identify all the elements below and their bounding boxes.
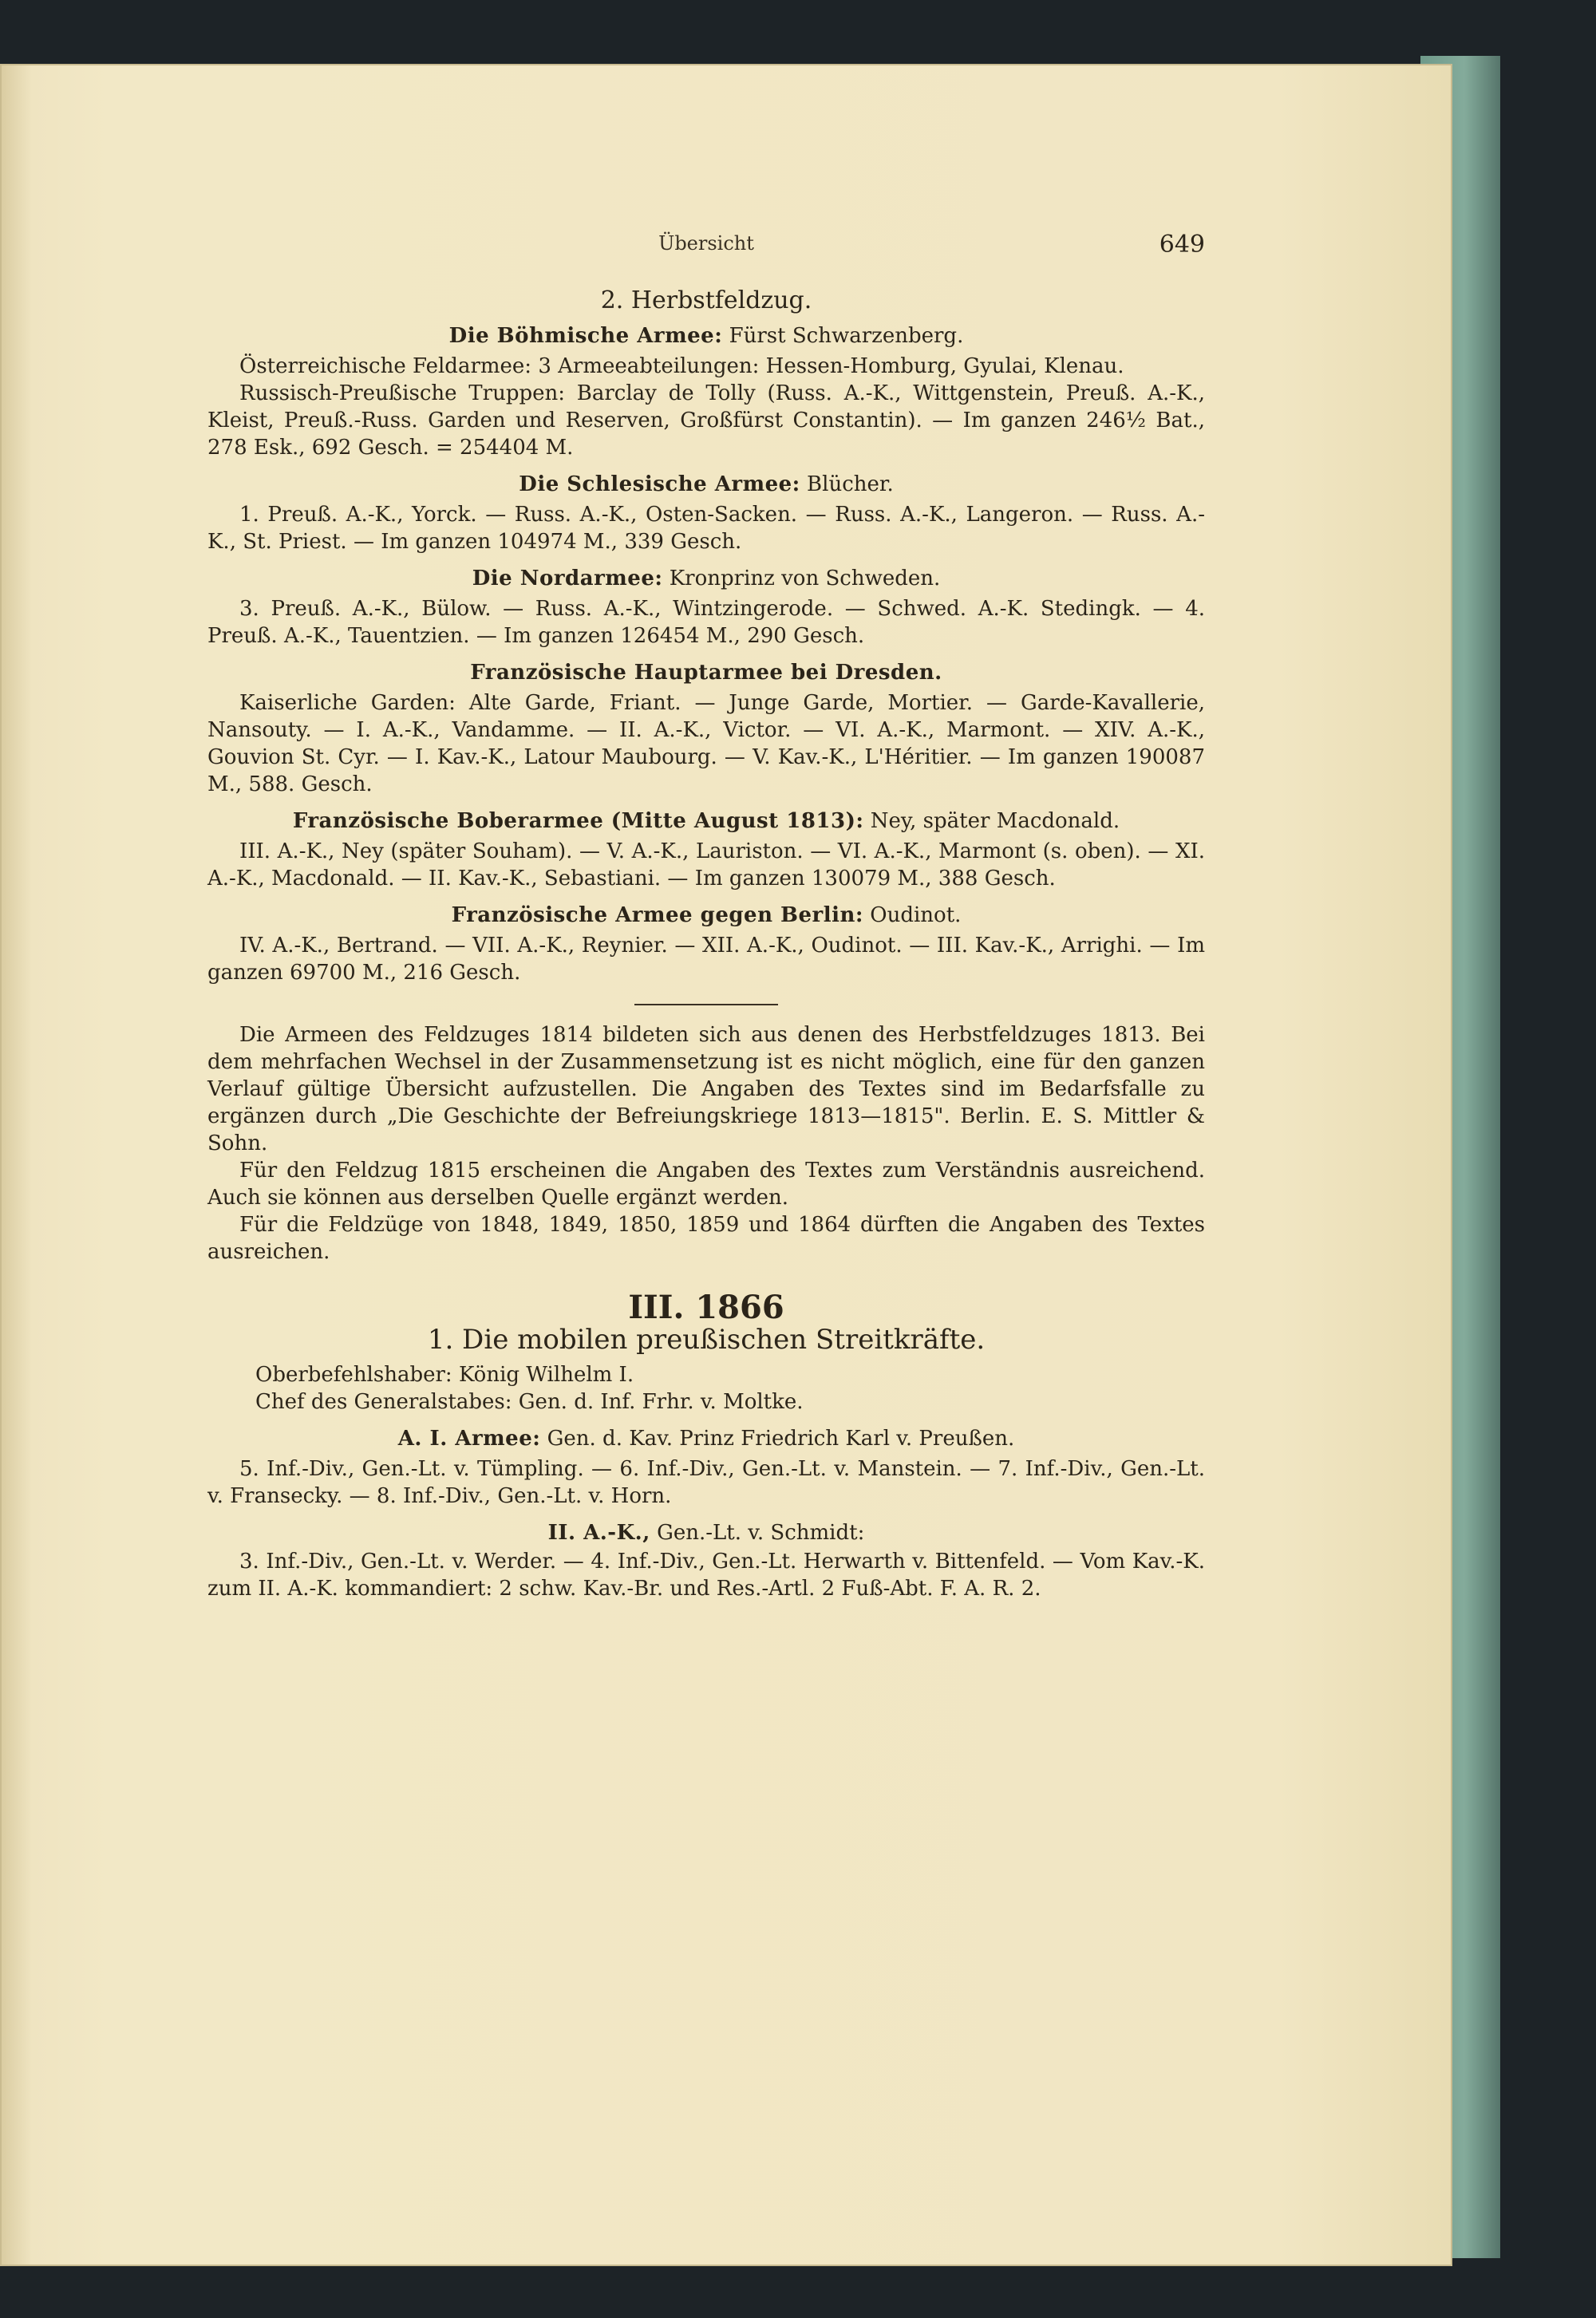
- army-leader: Ney, später Macdonald.: [870, 809, 1120, 833]
- army-paragraph: Kaiserliche Garden: Alte Garde, Friant. — Junge Garde, Mortier. — Garde-Kavallerie, Nansouty. — I. A.-K., Vandamme. — II. A.-K., Victor. — VI. A.-K., Marmont. — XIV. A.-K., Gouvion St. Cyr. — I. Kav.-K., Latour Maubourg. — V. Kav.-K., L'Héritier. — Im ganzen 190087 M., 588. Gesch.: [207, 691, 1205, 796]
- army-paragraph: Russisch-Preußische Truppen: Barclay de Tolly (Russ. A.-K., Wittgenstein, Preuß. A.-K., Kleist, Preuß.-Russ. Garden und Reserven, Großfürst Constantin). — Im ganzen 246½ Bat., 278 Esk., 692 Gesch. = 254404 M.: [207, 381, 1205, 460]
- army-paragraph: 3. Preuß. A.-K., Bülow. — Russ. A.-K., Wintzingerode. — Schwed. A.-K. Stedingk. — 4. Preuß. A.-K., Tauentzien. — Im ganzen 126454 M., 290 Gesch.: [207, 597, 1205, 648]
- note-paragraph: Für den Feldzug 1815 erscheinen die Angaben des Textes zum Verständnis ausreichend. Auch sie können aus derselben Quelle ergänzt werden.: [207, 1159, 1205, 1210]
- army-heading: [207, 1425, 1205, 1452]
- army-name: Die Nordarmee:: [472, 567, 663, 590]
- corps-name: II. A.-K.,: [547, 1521, 650, 1545]
- army-leader: Oudinot.: [870, 903, 962, 927]
- corps-heading: [207, 1519, 1205, 1546]
- note-paragraph: Für die Feldzüge von 1848, 1849, 1850, 1859 und 1864 dürften die Angaben des Textes ausreichen.: [207, 1213, 1205, 1264]
- commander-line: Oberbefehlshaber: König Wilhelm I.: [255, 1363, 634, 1387]
- army-leader: Fürst Schwarzenberg.: [729, 324, 964, 348]
- page-text: [207, 223, 1205, 1602]
- page-number: 649: [1159, 231, 1205, 259]
- army-paragraph: III. A.-K., Ney (später Souham). — V. A.-K., Lauriston. — VI. A.-K., Marmont (s. oben). — XI. A.-K., Macdonald. — II. Kav.-K., Sebastiani. — Im ganzen 130079 M., 388 Gesch.: [207, 839, 1205, 890]
- army-name: Französische Armee gegen Berlin:: [451, 903, 864, 927]
- running-head: [207, 223, 1205, 287]
- army-leader: Blücher.: [807, 472, 894, 496]
- corps-leader: Gen.-Lt. v. Schmidt:: [657, 1521, 865, 1545]
- army-leader: Gen. d. Kav. Prinz Friedrich Karl v. Preußen.: [547, 1427, 1015, 1451]
- army-heading: [207, 322, 1205, 349]
- army-paragraph: IV. A.-K., Bertrand. — VII. A.-K., Reynier. — XII. A.-K., Oudinot. — III. Kav.-K., Arrighi. — Im ganzen 69700 M., 216 Gesch.: [207, 934, 1205, 985]
- running-title: Übersicht: [658, 232, 754, 255]
- army-paragraph: Österreichische Feldarmee: 3 Armeeabteilungen: Hessen-Homburg, Gyulai, Klenau.: [239, 354, 1124, 378]
- note-paragraph: Die Armeen des Feldzuges 1814 bildeten sich aus denen des Herbstfeldzuges 1813. Bei dem mehrfachen Wechsel in der Zusammensetzung ist es nicht möglich, eine für den ganzen Verlauf gültige Übersicht aufzustellen. Die Angaben des Textes sind im Bedarfsfalle zu ergänzen durch „Die Geschichte der Befreiungskriege 1813—1815". Berlin. E. S. Mittler & Sohn.: [207, 1023, 1205, 1155]
- army-heading: [207, 659, 1205, 686]
- army-name: Französische Hauptarmee bei Dresden.: [470, 661, 942, 685]
- army-heading: [207, 808, 1205, 835]
- army-name: Französische Boberarmee (Mitte August 1813):: [292, 809, 864, 833]
- army-paragraph: 5. Inf.-Div., Gen.-Lt. v. Tümpling. — 6. Inf.-Div., Gen.-Lt. v. Manstein. — 7. Inf.-Div., Gen.-Lt. v. Fransecky. — 8. Inf.-Div., Gen.-Lt. v. Horn.: [207, 1457, 1205, 1508]
- army-name: Die Böhmische Armee:: [448, 324, 723, 348]
- army-heading: [207, 565, 1205, 592]
- army-leader: Kronprinz von Schweden.: [669, 567, 941, 590]
- army-heading: [207, 902, 1205, 929]
- army-name: A. I. Armee:: [397, 1427, 541, 1451]
- chief-of-staff-line: Chef des Generalstabes: Gen. d. Inf. Frhr. v. Moltke.: [255, 1390, 804, 1414]
- army-paragraph: 1. Preuß. A.-K., Yorck. — Russ. A.-K., Osten-Sacken. — Russ. A.-K., Langeron. — Russ. A.-K., St. Priest. — Im ganzen 104974 M., 339 Gesch.: [207, 503, 1205, 554]
- section-title: 2. Herbstfeldzug.: [600, 286, 812, 314]
- corps-paragraph: 3. Inf.-Div., Gen.-Lt. v. Werder. — 4. Inf.-Div., Gen.-Lt. Herwarth v. Bittenfeld. — Vom Kav.-K. zum II. A.-K. kommandiert: 2 schw. Kav.-Br. und Res.-Artl. 2 Fuß-Abt. F. A. R. 2.: [207, 1550, 1205, 1601]
- army-name: Die Schlesische Armee:: [519, 472, 800, 496]
- separator-rule: [634, 1004, 778, 1005]
- chapter-heading: III. 1866: [628, 1289, 784, 1326]
- book-page: [0, 64, 1452, 2266]
- chapter-subtitle: 1. Die mobilen preußischen Streitkräfte.: [427, 1324, 986, 1356]
- army-heading: [207, 471, 1205, 498]
